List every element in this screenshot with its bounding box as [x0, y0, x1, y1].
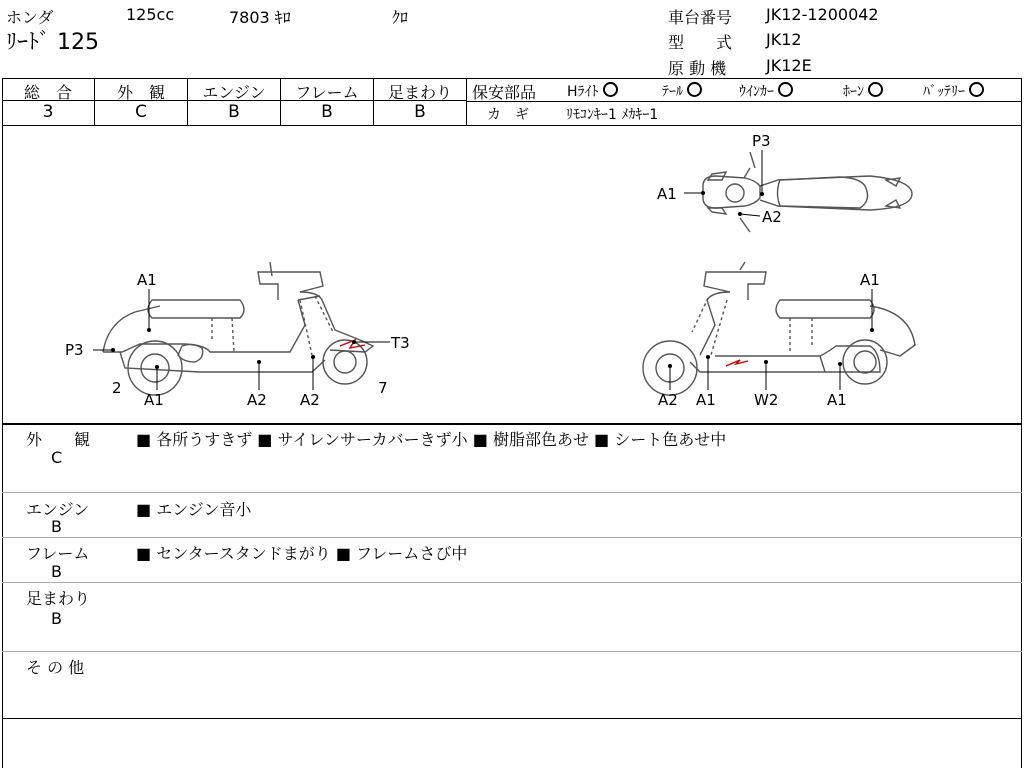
safety-item-tail: ﾃｰﾙ: [662, 81, 702, 101]
status-circle-icon: [778, 82, 793, 97]
label-left-p3: P3: [65, 341, 84, 359]
label-left-a2-front: A2: [300, 391, 320, 409]
maker: ホンダ: [6, 8, 54, 27]
grade-label-frame: フレーム: [295, 83, 359, 102]
keys-value: ﾘﾓｺﾝｷｰ1 ﾒｶｷｰ1: [566, 107, 659, 123]
grade-value-frame: B: [321, 102, 333, 122]
type-value: JK12: [766, 30, 802, 49]
remark-grade-frame: B: [51, 562, 62, 581]
label-left-a1-bottom: A1: [144, 391, 164, 409]
mileage: 7803 ｷﾛ: [229, 8, 291, 27]
status-circle-icon: [868, 82, 883, 97]
engine-value: JK12E: [766, 56, 812, 75]
remark-label-engine: エンジン: [26, 500, 90, 519]
status-circle-icon: [603, 82, 618, 97]
top-view-leaders: [684, 150, 762, 216]
status-circle-icon: [969, 82, 984, 97]
label-right-a2: A2: [658, 391, 678, 409]
damage-diagram: [0, 126, 1024, 422]
scooter-top-view: [703, 152, 912, 232]
displacement: 125cc: [126, 5, 175, 24]
diagram-bottom-rule: [2, 423, 1022, 425]
safety-item-horn: ﾎｰﾝ: [843, 81, 883, 101]
label-top-a2: A2: [762, 208, 782, 226]
remark-label-exterior: 外 観: [26, 430, 91, 449]
color: ｸﾛ: [392, 8, 409, 27]
grade-value-exterior: C: [135, 102, 147, 122]
safety-item-battery: ﾊﾞｯﾃﾘｰ: [923, 81, 984, 101]
grade-label-suspension: 足まわり: [387, 83, 452, 102]
status-circle-icon: [687, 82, 702, 97]
safety-label: 保安部品: [472, 83, 537, 102]
remark-grade-engine: B: [51, 517, 62, 536]
damage-mark: [726, 360, 748, 366]
remark-text-engine: ■ エンジン音小: [136, 500, 252, 519]
top-view-points: [701, 191, 764, 216]
frame-no: JK12-1200042: [766, 5, 879, 24]
remark-text-exterior: ■ 各所うすきず ■ サイレンサーカバーきず小 ■ 樹脂部色あせ ■ シート色あせ中: [136, 430, 727, 449]
label-left-a2-mid: A2: [247, 391, 267, 409]
remark-grade-exterior: C: [51, 448, 63, 467]
remark-label-frame: フレーム: [26, 544, 90, 563]
label-left-t3: T3: [391, 334, 410, 352]
keys-label: カ ギ: [487, 107, 529, 123]
label-left-a1-top: A1: [137, 271, 157, 289]
remark-text-frame: ■ センタースタンドまがり ■ フレームさび中: [136, 544, 468, 563]
remark-label-suspension: 足まわり: [26, 589, 91, 608]
engine-label: 原 動 機: [668, 59, 727, 78]
grade-value-overall: 3: [42, 102, 54, 122]
label-top-p3: P3: [752, 132, 771, 150]
label-right-a1-a: A1: [696, 391, 716, 409]
label-right-a1-top: A1: [860, 271, 880, 289]
label-right-w2: W2: [754, 391, 779, 409]
frame-no-label: 車台番号: [668, 8, 733, 27]
grade-value-suspension: B: [414, 102, 426, 122]
grade-value-engine: B: [228, 102, 240, 122]
right-view-leaders: [670, 289, 872, 390]
safety-item-winker: ｳｲﾝｶｰ: [739, 81, 793, 101]
model-name: ﾘｰﾄﾞ 125: [6, 30, 99, 55]
remark-grade-suspension: B: [51, 609, 62, 628]
type-label: 型 式: [668, 33, 733, 52]
label-left-2: 2: [112, 379, 122, 397]
grade-label-exterior: 外 観: [116, 83, 165, 102]
remark-label-other: そ の 他: [26, 658, 85, 677]
grade-label-overall: 総 合: [23, 83, 72, 102]
safety-item-headlight: Hﾗｲﾄ: [567, 81, 618, 101]
label-top-a1: A1: [657, 185, 677, 203]
label-right-a1-b: A1: [827, 391, 847, 409]
grade-label-engine: エンジン: [202, 83, 266, 102]
label-left-7: 7: [378, 379, 388, 397]
rule-top: [2, 78, 1022, 79]
